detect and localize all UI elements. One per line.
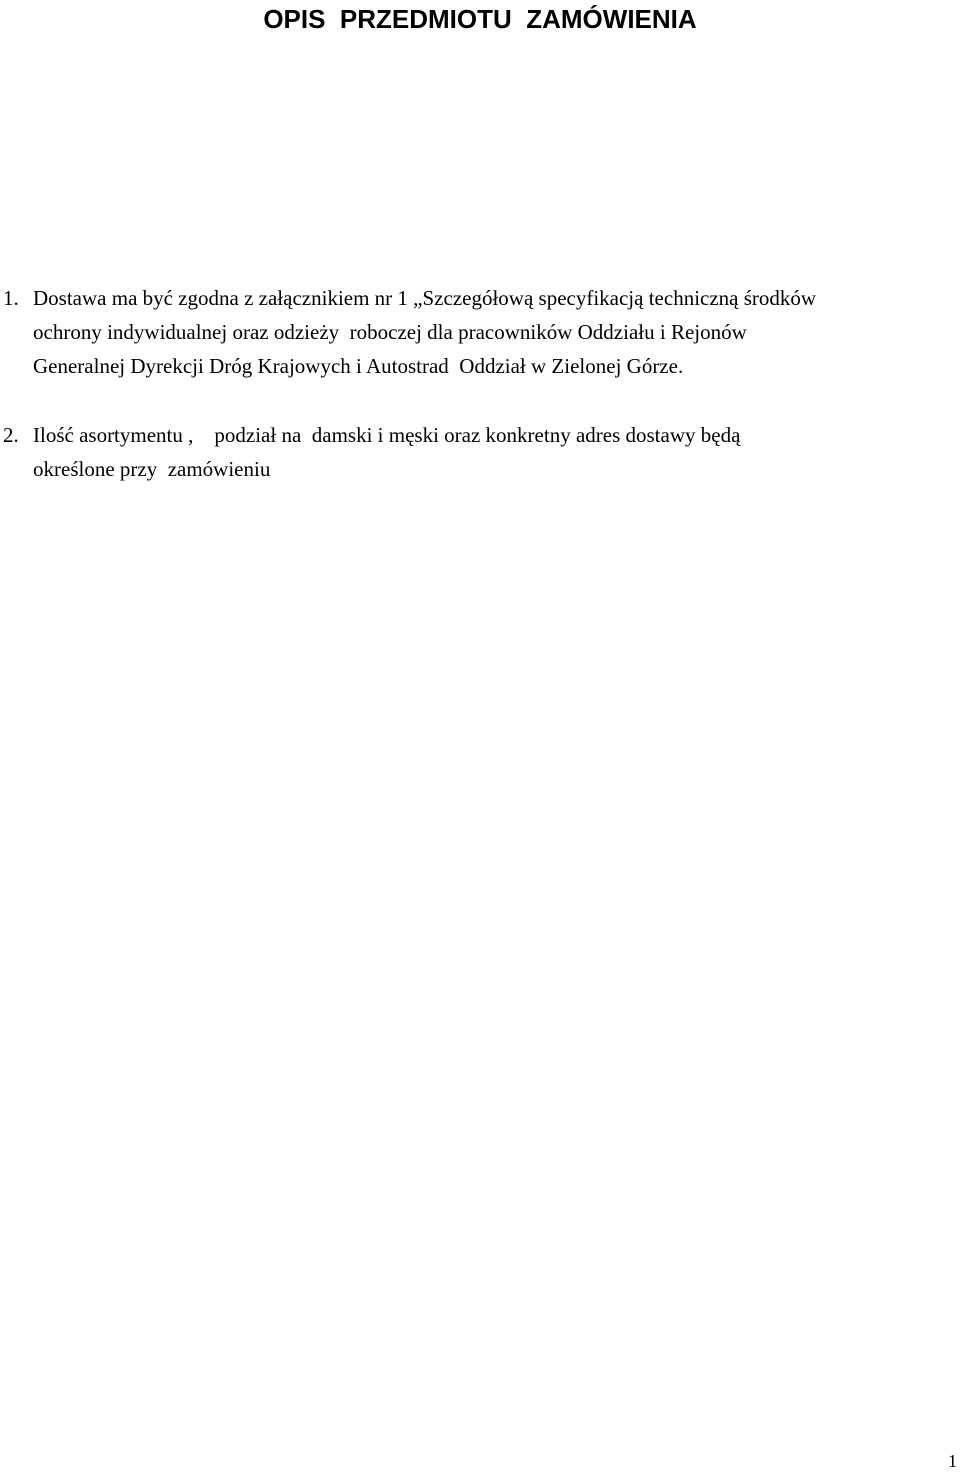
page-title: OPIS PRZEDMIOTU ZAMÓWIENIA: [263, 4, 697, 34]
item-number: 1.: [3, 286, 19, 310]
item-number: 2.: [3, 423, 19, 447]
item-text-line: Ilość asortymentu , podział na damski i męski oraz konkretny adres dostawy będą: [33, 423, 741, 447]
item-text-line: ochrony indywidualnej oraz odzieży roboczej dla pracowników Oddziału i Rejonów: [33, 320, 747, 344]
list-item-2: [3, 418, 958, 486]
item-text-line: Generalnej Dyrekcji Dróg Krajowych i Autostrad Oddział w Zielonej Górze.: [33, 354, 684, 378]
page-number: 1: [948, 1451, 957, 1471]
item-text-line: określone przy zamówieniu: [33, 457, 271, 481]
item-text-line: Dostawa ma być zgodna z załącznikiem nr 1 „Szczegółową specyfikacją techniczną środków: [33, 286, 817, 310]
list-item-1: [3, 281, 958, 383]
